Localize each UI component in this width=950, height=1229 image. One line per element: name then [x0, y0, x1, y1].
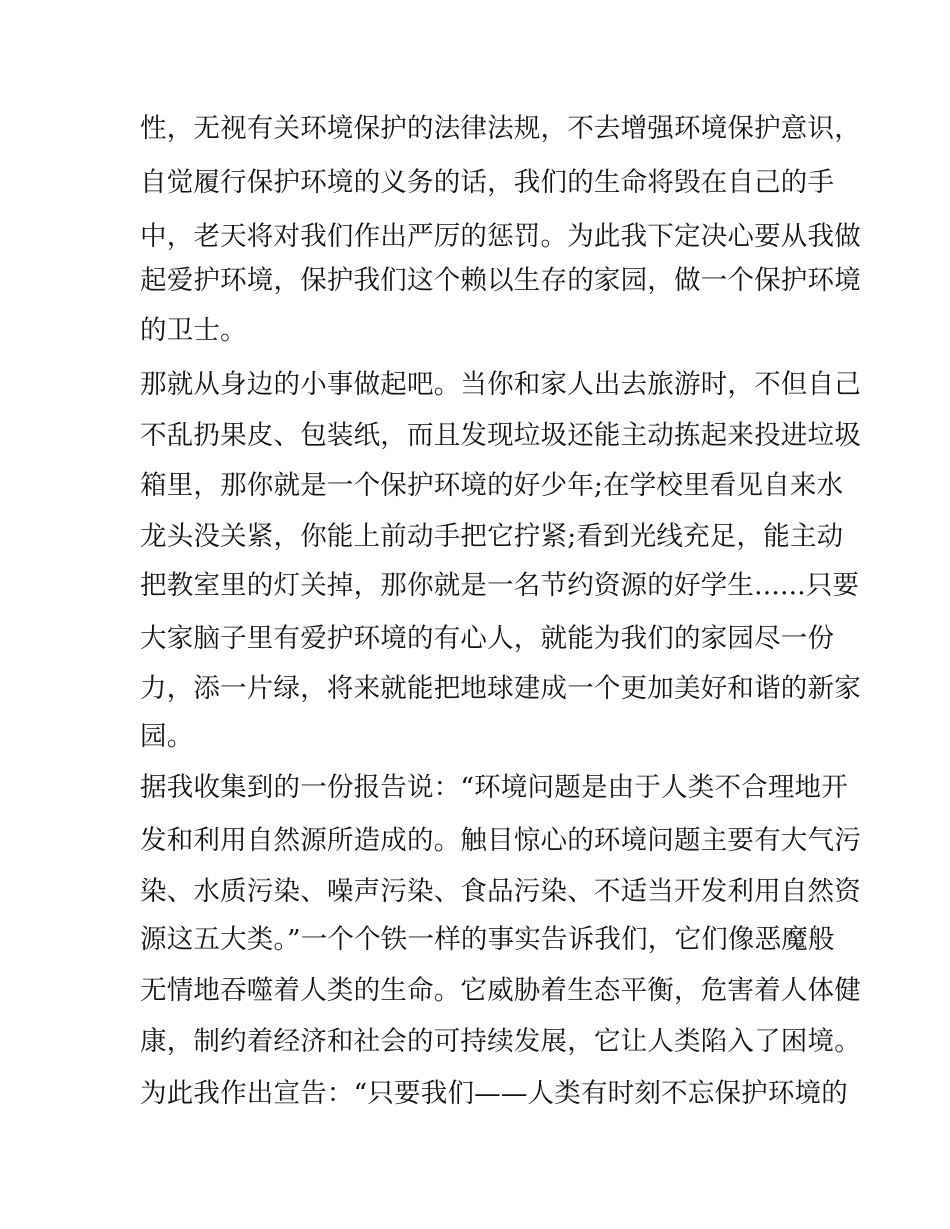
text-line: 把教室里的灯关掉，那你就是一名节约资源的好学生......只要 — [140, 570, 860, 601]
text-line: 起爱护环境，保护我们这个赖以生存的家园，做一个保护环境 — [140, 265, 861, 296]
text-line: 那就从身边的小事做起吧。当你和家人出去旅游时，不但自己 — [140, 369, 861, 400]
text-line: 力，添一片绿，将来就能把地球建成一个更加美好和谐的新家 — [140, 673, 861, 704]
text-line: 源这五大类。”一个个铁一样的事实告诉我们，它们像恶魔般 — [140, 924, 835, 955]
text-line: 染、水质污染、噪声污染、食品污染、不适当开发利用自然资 — [140, 876, 861, 907]
text-line: 无情地吞噬着人类的生命。它威胁着生态平衡，危害着人体健 — [140, 975, 861, 1006]
text-line: 发和利用自然源所造成的。触目惊心的环境问题主要有大气污 — [140, 825, 861, 856]
text-line: 性，无视有关环境保护的法律法规，不去增强环境保护意识， — [140, 113, 861, 144]
text-line: 据我收集到的一份报告说：“环境问题是由于人类不合理地开 — [140, 772, 848, 803]
text-line: 自觉履行保护环境的义务的话，我们的生命将毁在自己的手 — [140, 167, 835, 198]
text-line: 龙头没关紧，你能上前动手把它拧紧;看到光线充足，能主动 — [140, 521, 844, 552]
text-line: 中，老天将对我们作出严厉的惩罚。为此我下定决心要从我做 — [140, 221, 861, 252]
text-line: 为此我作出宣告：“只要我们——人类有时刻不忘保护环境的 — [140, 1078, 848, 1109]
text-line: 大家脑子里有爱护环境的有心人，就能为我们的家园尽一份 — [140, 623, 835, 654]
text-line: 不乱扔果皮、包装纸，而且发现垃圾还能主动拣起来投进垃圾 — [140, 420, 861, 451]
text-line: 园。 — [140, 721, 194, 752]
text-line: 康，制约着经济和社会的可持续发展，它让人类陷入了困境。 — [140, 1026, 861, 1057]
text-line: 箱里，那你就是一个保护环境的好少年;在学校里看见自来水 — [140, 470, 844, 501]
text-line: 的卫士。 — [140, 315, 247, 346]
